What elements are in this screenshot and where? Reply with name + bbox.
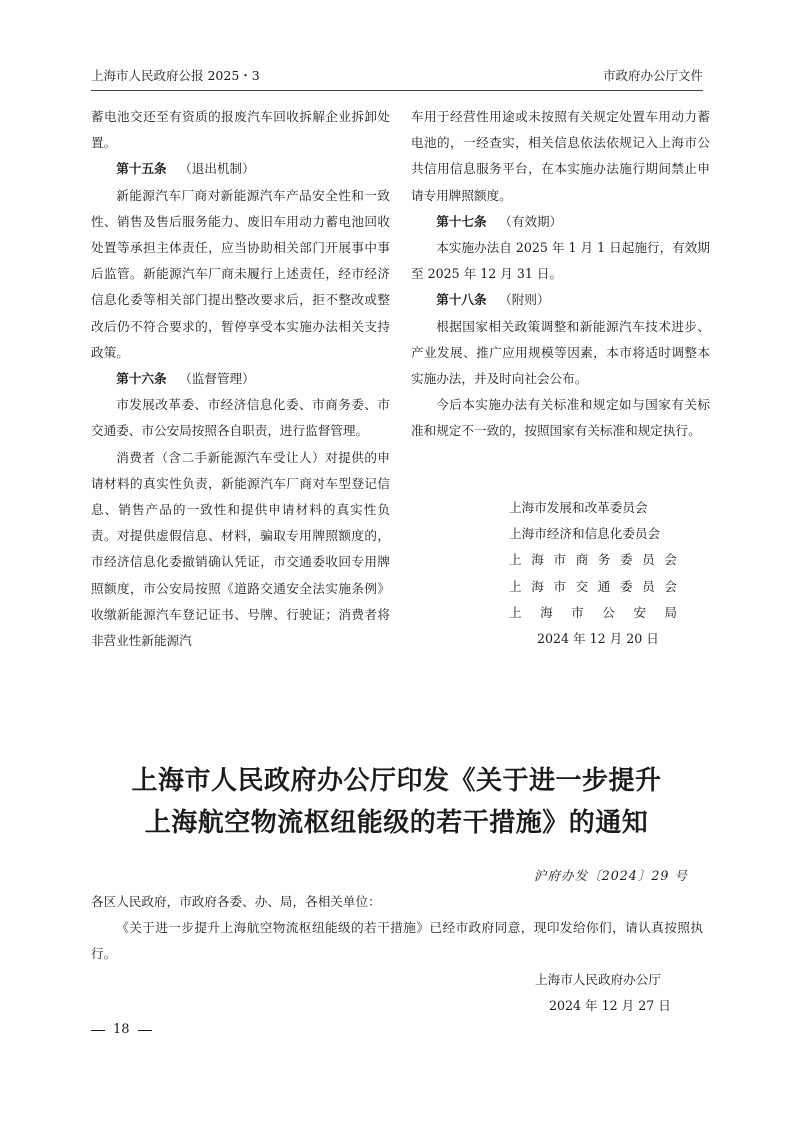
body-paragraph: 本实施办法自 2025 年 1 月 1 日起施行，有效期至 2025 年 12 月 31 日。	[411, 240, 710, 282]
page-header	[91, 66, 703, 86]
left-text-column	[91, 104, 390, 654]
notice-title-line-1: 上海市人民政府办公厅印发《关于进一步提升	[131, 766, 662, 796]
article-heading	[91, 366, 390, 392]
gazette-issue-label: 上海市人民政府公报 2025・3	[91, 68, 260, 83]
continued-paragraph: 车用于经营性用途或未按照有关规定处置车用动力蓄电池的，一经查实，相关信息依法依规记入上海市公共信用信息服务平台，在本实施办法施行期间禁止申请专用牌照额度。	[411, 109, 710, 203]
article-number: 第十六条	[116, 371, 167, 387]
notice-addressee: 各区人民政府，市政府各委、办、局，各相关单位：	[91, 894, 381, 909]
signer-name: 上 海 市 商 务 委 员 会	[509, 552, 677, 568]
signing-authorities	[509, 495, 677, 652]
signer-name: 上 海 市 公 安 局	[509, 604, 677, 620]
article-number: 第十五条	[116, 161, 167, 177]
body-paragraph: 消费者（含二手新能源汽车受让人）对提供的申请材料的真实性负责，新能源汽车厂商对车型登记信息、销售产品的一致性和提供申请材料的真实性负责。对提供虚假信息、材料，骗取专用牌照额度的，市经济信息化委撤销确认凭证，市交通委收回专用牌照额度，市公安局按照《道路交通安全法实施条例》收缴新能源汽车登记证书、号牌、行驶证；消费者将非营业性新能源汽	[91, 449, 390, 649]
right-text-column	[411, 104, 710, 445]
article-heading	[91, 156, 390, 182]
notice-title	[0, 760, 793, 844]
article-title: （监督管理）	[179, 371, 255, 387]
signers-date: 2024 年 12 月 20 日	[537, 631, 659, 647]
body-paragraph: 今后本实施办法有关标准和规定如与国家有关标准和规定不一致的，按照国家有关标准和规定执行。	[411, 397, 710, 439]
continued-paragraph: 蓄电池交还至有资质的报废汽车回收拆解企业拆卸处置。	[91, 109, 390, 151]
page-number	[91, 1020, 152, 1040]
article-heading	[411, 209, 710, 235]
body-paragraph: 新能源汽车厂商对新能源汽车产品安全性和一致性、销售及售后服务能力、废旧车用动力蓄电池回收处置等承担主体责任，应当协助相关部门开展事中事后监管。新能源汽车厂商未履行上述责任，经市经济信息化委等相关部门提出整改要求后，拒不整改或整改后仍不符合要求的，暂停享受本实施办法相关支持政策。	[91, 187, 390, 360]
body-paragraph: 市发展改革委、市经济信息化委、市商务委、市交通委、市公安局按照各自职责，进行监督管理。	[91, 397, 390, 439]
page-number-dash-left	[91, 1030, 105, 1031]
page-number-dash-right	[138, 1030, 152, 1031]
body-paragraph: 根据国家相关政策调整和新能源汽车技术进步、产业发展、推广应用规模等因素，本市将适时调整本实施办法，并及时向社会公布。	[411, 318, 710, 387]
notice-title-line-2: 上海航空物流枢纽能级的若干措施》的通知	[144, 808, 649, 838]
document-number: 沪府办发〔2024〕29 号	[533, 868, 688, 883]
article-number: 第十八条	[436, 292, 487, 308]
article-heading	[411, 287, 710, 313]
signer-name: 上 海 市 交 通 委 员 会	[509, 578, 677, 594]
notice-issuer: 上海市人民政府办公厅	[535, 972, 661, 987]
notice-date: 2024 年 12 月 27 日	[549, 998, 671, 1013]
header-divider	[91, 90, 703, 91]
section-label: 市政府办公厅文件	[602, 68, 703, 83]
article-number: 第十七条	[436, 213, 487, 229]
signer-name: 上海市经济和信息化委员会	[509, 526, 661, 542]
signer-name: 上海市发展和改革委员会	[509, 500, 648, 515]
page-number-value: 18	[113, 1022, 130, 1037]
article-title: （附则）	[499, 292, 550, 308]
article-title: （退出机制）	[179, 161, 255, 177]
article-title: （有效期）	[499, 213, 563, 229]
notice-body: 《关于进一步提升上海航空物流枢纽能级的若干措施》已经市政府同意，现印发给你们，请认真按照执行。	[91, 920, 703, 962]
